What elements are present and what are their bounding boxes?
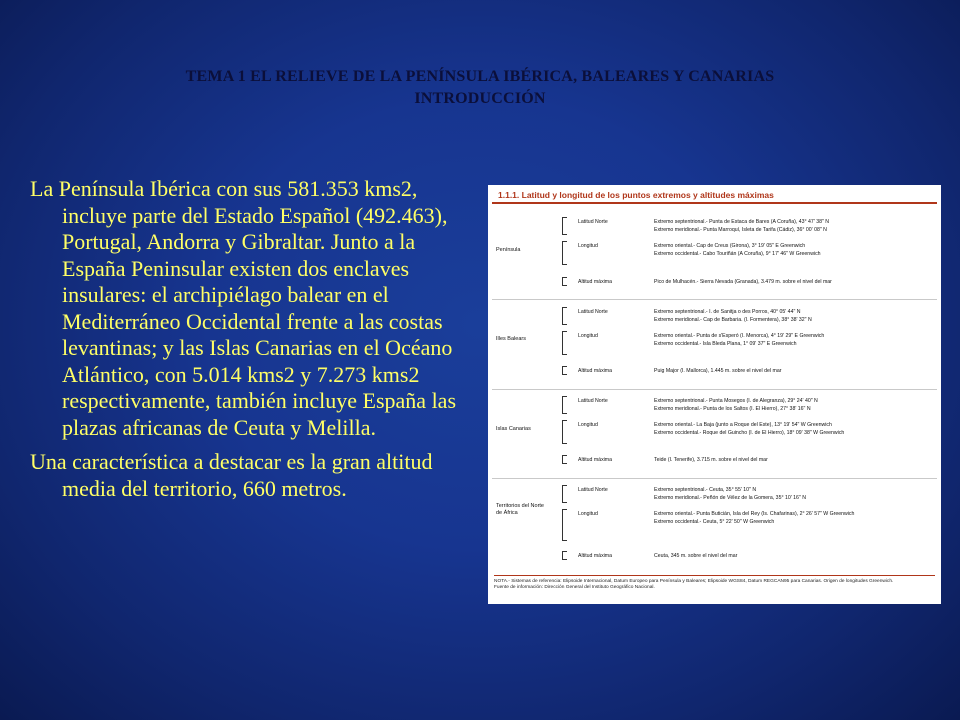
row-value: Teide (I. Tenerife), 3.715 m. sobre el nivel del mar [654,457,768,463]
row-values [654,422,935,437]
row-values [654,279,935,287]
row-bracket [562,366,567,375]
row-bracket [562,509,567,541]
row-value: Extremo oriental.- La Baja (junto a Roque del Este), 13° 19' 54" W Greenwich [654,422,832,428]
row-category: Latitud Norte [578,487,608,493]
row-category: Altitud máxima [578,368,613,374]
row-values [654,457,935,465]
row-category: Latitud Norte [578,219,608,225]
row-value: Extremo occidental.- Isla Bleda Plana, 1° 09' 37" E Greenwich [654,340,797,347]
row-value: Ceuta, 345 m. sobre el nivel del mar [654,553,738,559]
row-bracket [562,485,567,503]
row-value: Extremo meridional.- Peñón de Vélez de la Gomera, 35° 10' 16" N [654,494,806,501]
row-value: Puig Major (I. Mallorca), 1.445 m. sobre el nivel del mar [654,368,782,374]
region-divider [492,299,937,300]
row-category: Longitud [578,511,598,517]
footnote-text: NOTA.- Sistemas de referencia: Elipsoide Internacional, Datum Europeo para Península y Baleares; Elipsoide WGS84, Datum REGCAN95 para Canarias. Origen de longitudes Greenwich. [494,579,894,584]
row-values [654,309,935,324]
row-bracket [562,241,567,265]
row-value: Extremo septentrional.- Punta de Estaca de Bares (A Coruña), 43° 47' 38" N [654,219,830,225]
source-text: Fuente de información: Dirección General del Instituto Geográfico Nacional. [494,585,655,590]
row-value: Extremo meridional.- Cap de Barbaria. (I. Formentera), 38° 38' 32" N [654,316,812,323]
row-bracket [562,455,567,464]
title-line-1: TEMA 1 EL RELIEVE DE LA PENÍNSULA IBÉRICA, BALEARES Y CANARIAS [185,68,775,85]
row-bracket [562,277,567,286]
row-bracket [562,396,567,414]
row-value: Extremo meridional.- Punta Marroquí, Isleta de Tarifa (Cádiz), 36° 00' 08" N [654,226,827,233]
row-value: Extremo occidental.- Roque del Guincho (I. de El Hierro), 18° 09' 38" W Greenwich [654,429,845,436]
row-value: Extremo meridional.- Punta de los Saltos (I. El Hierro), 27° 38' 16" N [654,405,811,412]
paragraph-2: Una característica a destacar es la gran altitud media del territorio, 660 metros. [30,449,433,501]
title-line-2: INTRODUCCIÓN [414,90,546,107]
row-values [654,511,935,526]
region-divider [492,389,937,390]
extreme-points-table [488,185,941,604]
row-category: Latitud Norte [578,309,608,315]
table-region [488,302,941,389]
row-category: Longitud [578,422,598,428]
row-values [654,243,935,258]
table-footnote [494,575,935,591]
row-value: Extremo oriental.- Cap de Creus (Girona), 3° 19' 05" E Greenwich [654,243,806,249]
row-value: Extremo septentrional.- Punta Mosegos (I. de Alegranza), 29° 24' 40" N [654,398,818,404]
region-name: Península [496,247,521,253]
region-name: Islas Canarias [496,426,531,432]
paragraph-1: La Península Ibérica con sus 581.353 kms2, incluye parte del Estado Español (492.463), Portugal, Andorra y Gibraltar. Junto a la España Peninsular existen dos enclaves insulares: el archipiélago balear en el Mediterráneo Occidental frente a las costas levantinas; y las Islas Canarias en el Océano Atlántico, con 5.014 kms2 y 7.273 kms2 respectivamente, también incluye España las plazas africanas de Ceuta y Melilla. [30,176,457,440]
row-value: Extremo septentrional.- Ceuta, 35° 55' 10" N [654,487,757,493]
table-region [488,213,941,299]
row-bracket [562,217,567,235]
table-region [488,392,941,478]
body-text [30,176,460,510]
row-value: Extremo septentrional.- I. de Sanitja o des Porros, 40° 05' 44" N [654,309,801,315]
row-values [654,368,935,376]
row-value: Extremo occidental.- Cabo Touriñán (A Coruña), 9° 17' 46" W Greenwich [654,250,821,257]
row-values [654,333,935,348]
row-values [654,219,935,234]
row-category: Altitud máxima [578,279,613,285]
table-region [488,481,941,571]
row-value: Pico de Mulhacén.- Sierra Nevada (Granada), 3.479 m. sobre el nivel del mar [654,279,832,285]
row-category: Longitud [578,243,598,249]
row-bracket [562,331,567,355]
row-value: Extremo occidental.- Ceuta, 5° 22' 50" W Greenwich [654,518,775,525]
row-category: Latitud Norte [578,398,608,404]
row-bracket [562,420,567,444]
row-value: Extremo oriental.- Punta de s'Esperó (I. Menorca), 4° 19' 29" E Greenwich [654,333,825,339]
row-category: Altitud máxima [578,457,613,463]
slide-title [60,66,900,110]
row-value: Extremo oriental.- Punta Buticián, Isla del Rey (Is. Chafarinas), 2° 26' 57" W Greenwich [654,511,855,517]
row-bracket [562,307,567,325]
row-category: Altitud máxima [578,553,613,559]
region-name: Illes Balears [496,336,526,342]
row-category: Longitud [578,333,598,339]
row-values [654,553,935,561]
row-bracket [562,551,567,560]
region-name: Territorios del Norte de África [496,503,544,516]
table-heading: 1.1.1. Latitud y longitud de los puntos extremos y altitudes máximas [492,188,937,204]
region-divider [492,478,937,479]
row-values [654,487,935,502]
row-values [654,398,935,413]
